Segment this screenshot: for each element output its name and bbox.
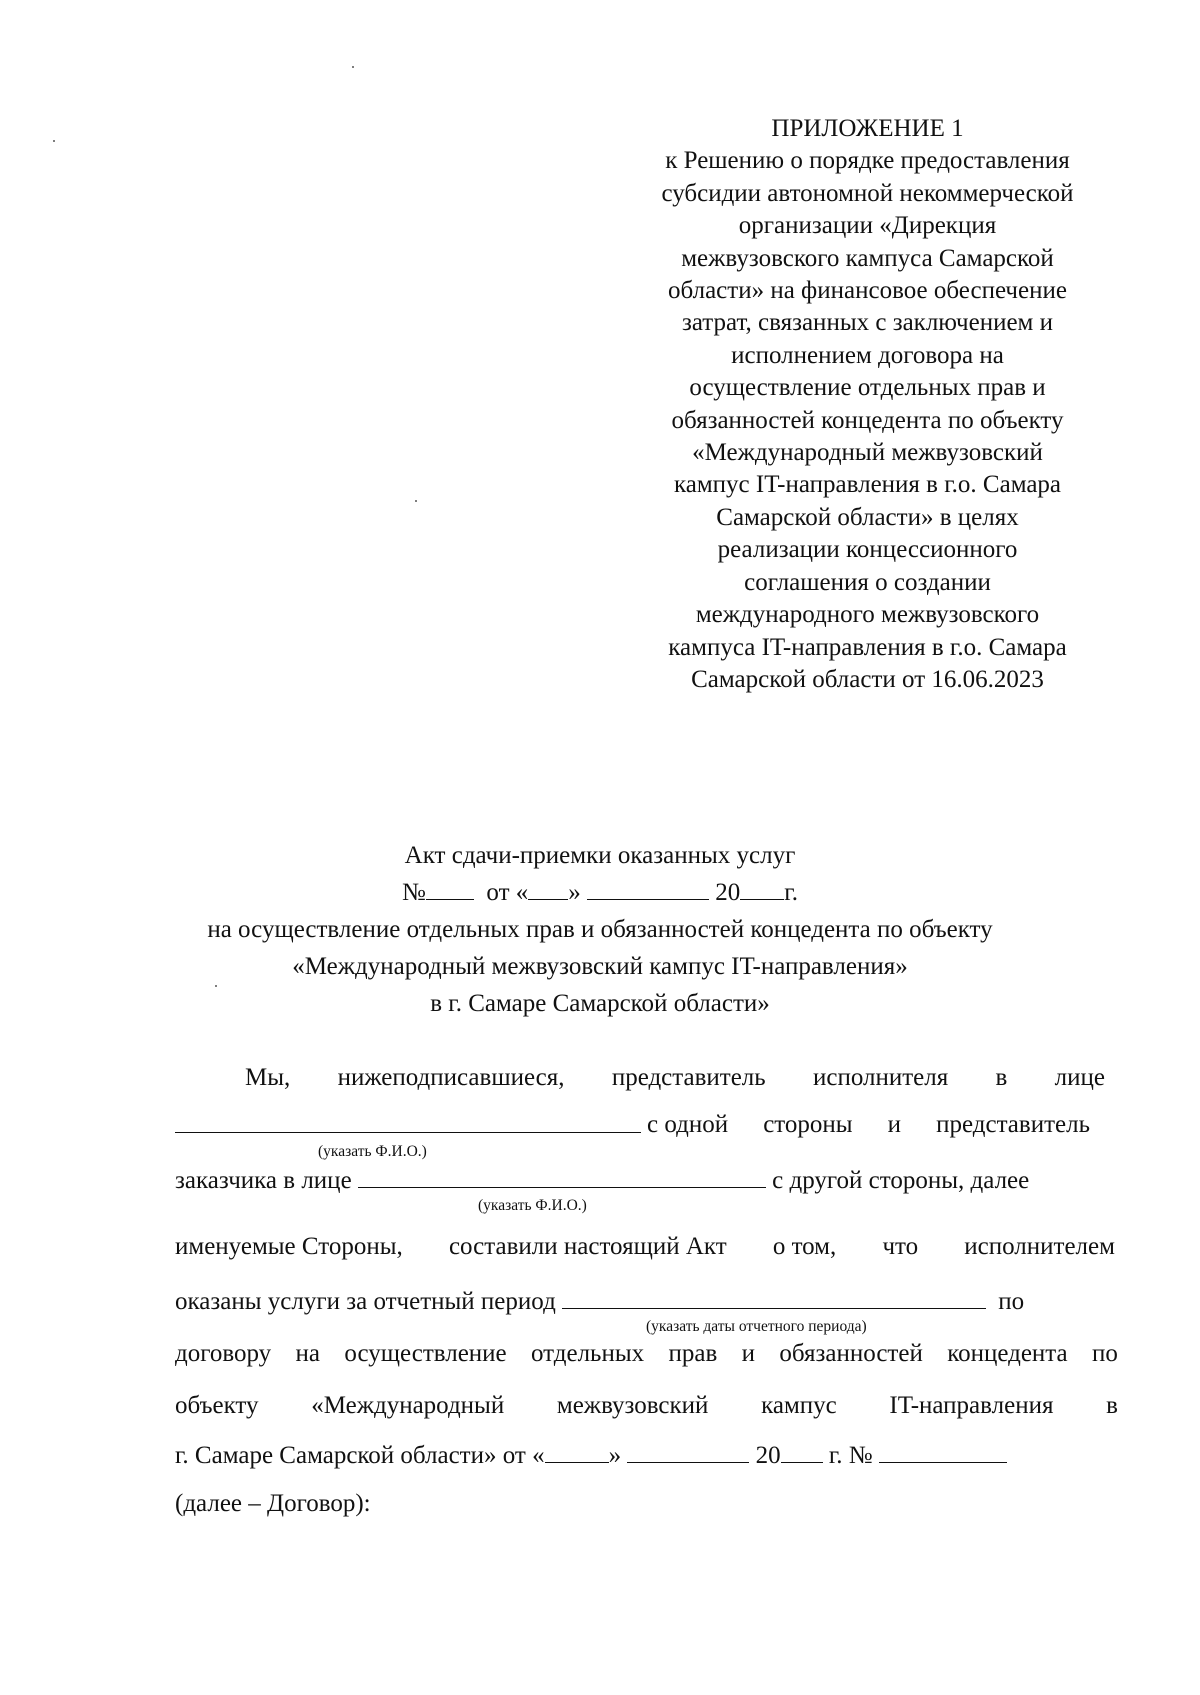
customer-prefix: заказчика в лице xyxy=(175,1167,352,1194)
body-word: договору xyxy=(175,1340,272,1367)
period-suffix: по xyxy=(998,1288,1025,1315)
appendix-line: Самарской области от 16.06.2023 xyxy=(691,665,1044,693)
body-word: концедента xyxy=(947,1340,1068,1367)
body-word: «Международный xyxy=(311,1392,505,1419)
body-word: межвузовский xyxy=(556,1392,709,1419)
body-word: обязанностей xyxy=(779,1340,923,1367)
body-word: по xyxy=(1092,1340,1118,1367)
appendix-line: соглашения о создании xyxy=(744,568,991,596)
customer-fio-blank[interactable] xyxy=(358,1165,766,1188)
contract-number-label: г. № xyxy=(828,1442,873,1469)
act-location-line: в г. Самаре Самарской области» xyxy=(430,990,770,1017)
act-title: Акт сдачи-приемки оказанных услуг xyxy=(404,842,796,869)
hint-fio-customer: (указать Ф.И.О.) xyxy=(478,1197,587,1214)
appendix-line: к Решению о порядке предоставления xyxy=(665,147,1070,175)
year-suffix: г. xyxy=(784,879,798,906)
body-word: исполнителя xyxy=(812,1064,949,1091)
body-word: стороны xyxy=(763,1111,853,1138)
act-month-blank[interactable] xyxy=(587,877,709,900)
scan-speck xyxy=(352,66,354,68)
body-line-8 xyxy=(175,1440,1007,1471)
body-word: прав xyxy=(668,1340,718,1367)
appendix-line: кампуса IT-направления в г.о. Самара xyxy=(668,633,1067,661)
contract-date-close: » xyxy=(608,1442,622,1469)
contractor-fio-blank[interactable] xyxy=(175,1110,641,1133)
appendix-line: затрат, связанных с заключением и xyxy=(681,309,1054,337)
body-word: и xyxy=(741,1340,756,1367)
appendix-heading: ПРИЛОЖЕНИЕ 1 xyxy=(771,115,964,142)
body-line-2-text xyxy=(647,1110,1090,1140)
appendix-line: Самарской области» в целях xyxy=(716,503,1019,531)
act-day-blank[interactable] xyxy=(528,877,568,900)
appendix-line: субсидии автономной некоммерческой xyxy=(661,179,1074,207)
appendix-line: реализации концессионного xyxy=(717,536,1018,564)
contract-year-prefix: 20 xyxy=(755,1442,781,1469)
act-year-blank[interactable] xyxy=(740,877,784,900)
act-object-line: «Международный межвузовский кампус IT-направления» xyxy=(292,953,908,980)
act-number-date-line xyxy=(150,874,1050,911)
body-word: нижеподписавшиеся, xyxy=(337,1064,565,1091)
body-word: представитель xyxy=(936,1111,1090,1138)
appendix-line: области» на финансовое обеспечение xyxy=(668,277,1067,305)
contract-number-blank[interactable] xyxy=(879,1440,1007,1463)
appendix-line: «Международный межвузовский xyxy=(692,439,1043,467)
body-word: объекту xyxy=(175,1392,259,1419)
reporting-period-blank[interactable] xyxy=(562,1286,986,1309)
body-word: IT-направления xyxy=(889,1392,1054,1419)
body-word: и xyxy=(887,1111,902,1138)
year-prefix: 20 xyxy=(715,879,741,906)
body-word: на xyxy=(295,1340,320,1367)
scan-speck xyxy=(53,140,55,142)
body-line-5 xyxy=(175,1286,1100,1317)
contract-reference: (далее – Договор): xyxy=(175,1490,371,1517)
act-subject-line: на осуществление отдельных прав и обязанностей концедента по объекту xyxy=(207,916,993,943)
body-word: о том, xyxy=(772,1233,837,1260)
scan-speck xyxy=(415,500,417,502)
appendix-block xyxy=(630,113,1105,696)
act-number-blank[interactable] xyxy=(426,877,474,900)
appendix-line: осуществление отдельных прав и xyxy=(689,374,1046,402)
contract-date-prefix: г. Самаре Самарской области» от « xyxy=(175,1442,545,1469)
body-line-1 xyxy=(245,1063,1105,1093)
act-title-block xyxy=(150,837,1050,1022)
body-word: исполнителем xyxy=(964,1233,1115,1260)
appendix-line: международного межвузовского xyxy=(695,601,1040,629)
body-line-9 xyxy=(175,1489,371,1519)
customer-suffix: с другой стороны, далее xyxy=(772,1167,1030,1194)
body-word: составили настоящий Акт xyxy=(448,1233,727,1260)
body-word: с одной xyxy=(647,1111,729,1138)
body-word: отдельных xyxy=(531,1340,645,1367)
body-word: именуемые Стороны, xyxy=(175,1233,403,1260)
body-line-4 xyxy=(175,1232,1115,1262)
date-from-label: от « xyxy=(486,879,529,906)
date-close-quote: » xyxy=(568,879,581,906)
hint-fio-contractor: (указать Ф.И.О.) xyxy=(318,1143,427,1160)
body-word: в xyxy=(1106,1392,1118,1419)
body-word: что xyxy=(882,1233,919,1260)
body-line-6 xyxy=(175,1339,1118,1369)
body-word: осуществление xyxy=(344,1340,507,1367)
contract-year-blank[interactable] xyxy=(781,1440,823,1463)
contract-month-blank[interactable] xyxy=(627,1440,749,1463)
appendix-line: обязанностей концедента по объекту xyxy=(671,406,1064,434)
body-line-3 xyxy=(175,1165,1029,1196)
appendix-line: организации «Дирекция xyxy=(738,212,997,240)
body-line-7 xyxy=(175,1391,1118,1421)
body-word: Мы, xyxy=(245,1064,291,1091)
body-word: лице xyxy=(1054,1064,1105,1091)
appendix-line: исполнением договора на xyxy=(731,341,1004,369)
body-word: в xyxy=(995,1064,1008,1091)
appendix-line: кампус IT-направления в г.о. Самара xyxy=(673,471,1062,499)
period-prefix: оказаны услуги за отчетный период xyxy=(175,1288,556,1315)
body-word: кампус xyxy=(761,1392,837,1419)
contract-day-blank[interactable] xyxy=(545,1440,609,1463)
hint-reporting-period: (указать даты отчетного периода) xyxy=(646,1318,867,1335)
appendix-line: межвузовского кампуса Самарской xyxy=(681,244,1054,272)
body-word: представитель xyxy=(611,1064,766,1091)
number-sign: № xyxy=(402,879,426,906)
